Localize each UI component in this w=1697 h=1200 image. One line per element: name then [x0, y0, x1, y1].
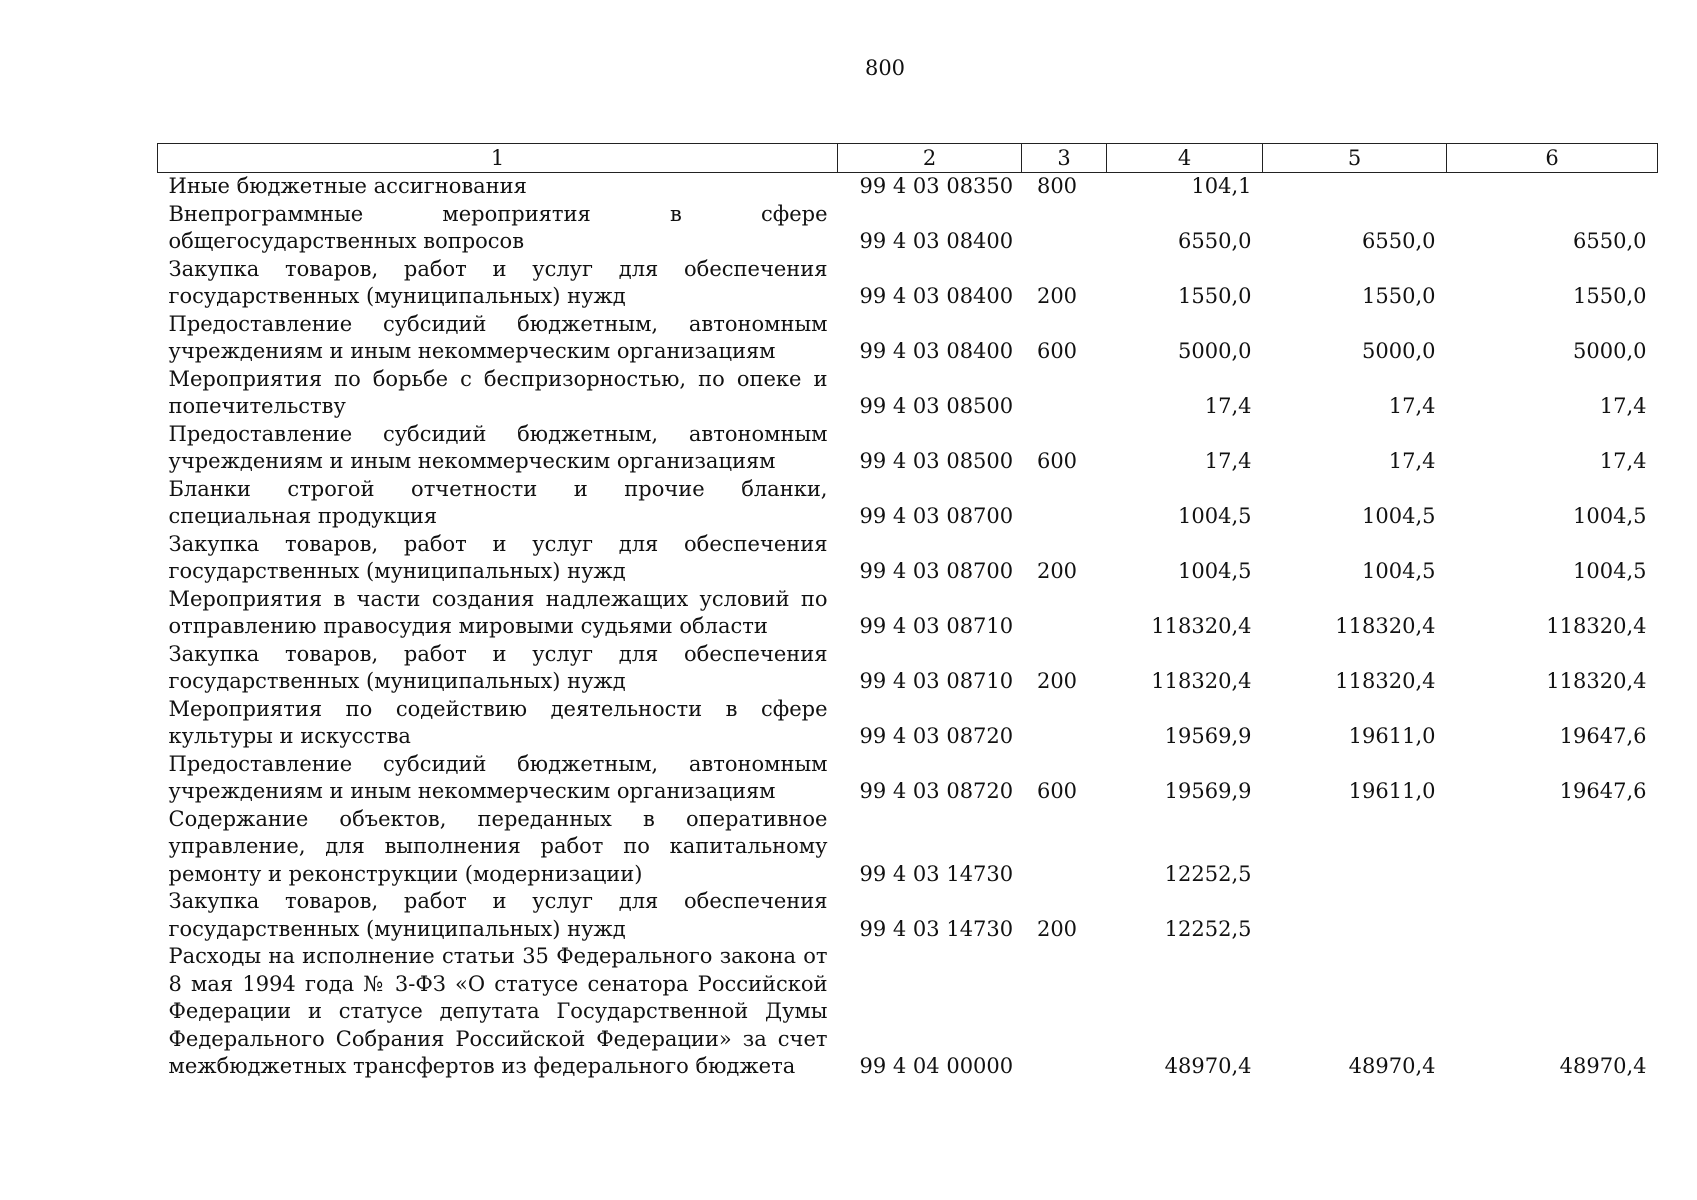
row-type-cell [1022, 943, 1107, 1081]
row-value-4-cell: 1004,5 [1178, 559, 1252, 583]
row-type-cell [1022, 476, 1107, 531]
table-row [158, 201, 1658, 256]
table-row [158, 256, 1658, 311]
column-header-2: 2 [838, 144, 1022, 173]
row-code-cell: 99 4 03 08350 [859, 174, 1014, 198]
row-value-6-cell: 118320,4 [1546, 669, 1647, 693]
column-header-5: 5 [1263, 144, 1447, 173]
table-row [158, 476, 1658, 531]
row-code-cell: 99 4 03 14730 [859, 916, 1014, 941]
row-value-6-cell: 19647,6 [1559, 779, 1647, 803]
row-value-5-cell: 6550,0 [1362, 229, 1436, 253]
table-row [158, 173, 1658, 201]
row-value-6-cell [1447, 806, 1658, 889]
table-row [158, 421, 1658, 476]
row-type-cell: 800 [1036, 174, 1078, 198]
row-type-cell: 200 [1036, 284, 1078, 308]
row-name-cell: Закупка товаров, работ и услуг для обеспечения государственных (муниципальных) нужд [168, 889, 828, 941]
row-value-6-cell: 17,4 [1599, 394, 1647, 418]
row-code-cell: 99 4 03 08720 [859, 724, 1014, 748]
row-value-6-cell: 1004,5 [1573, 559, 1647, 583]
row-value-6-cell [1447, 888, 1658, 943]
row-code-cell: 99 4 03 08500 [859, 449, 1014, 473]
table-row [158, 888, 1658, 943]
row-type-cell [1022, 201, 1107, 256]
row-name-cell: Закупка товаров, работ и услуг для обеспечения государственных (муниципальных) нужд [168, 256, 828, 308]
table-row [158, 311, 1658, 366]
page-number: 800 [864, 56, 906, 80]
row-value-5-cell: 17,4 [1388, 449, 1436, 473]
row-name-cell: Закупка товаров, работ и услуг для обеспечения государственных (муниципальных) нужд [168, 641, 828, 693]
row-value-4-cell: 17,4 [1204, 449, 1252, 473]
row-code-cell: 99 4 03 14730 [859, 861, 1014, 886]
table-row [158, 641, 1658, 696]
row-value-5-cell [1263, 173, 1447, 201]
row-name-cell: Закупка товаров, работ и услуг для обеспечения государственных (муниципальных) нужд [168, 531, 828, 583]
row-type-cell: 600 [1036, 779, 1078, 803]
row-value-4-cell: 17,4 [1204, 394, 1252, 418]
row-code-cell: 99 4 03 08700 [859, 559, 1014, 583]
row-name-cell: Предоставление субсидий бюджетным, автономным учреждениям и иным некоммерческим организациям [168, 421, 828, 473]
row-value-4-cell: 118320,4 [1151, 614, 1252, 638]
row-type-cell: 200 [1036, 669, 1078, 693]
header-row [158, 144, 1658, 173]
column-header-6: 6 [1447, 144, 1658, 173]
row-value-5-cell: 5000,0 [1362, 339, 1436, 363]
row-value-4-cell: 48970,4 [1164, 1054, 1252, 1078]
row-value-5-cell: 1004,5 [1362, 504, 1436, 528]
row-value-5-cell: 118320,4 [1335, 614, 1436, 638]
row-code-cell: 99 4 03 08700 [859, 504, 1014, 528]
row-name-cell: Расходы на исполнение статьи 35 Федерального закона от 8 мая 1994 года № 3-ФЗ «О статусе сенатора Российской Федерации и статусе депутата Государственной Думы Федерального Собрания Российской Федерации» за счет межбюджетных трансфертов из федерального бюджета [168, 944, 828, 1078]
table-body [158, 173, 1658, 1081]
row-type-cell: 200 [1036, 916, 1078, 941]
row-value-6-cell: 1004,5 [1573, 504, 1647, 528]
row-name-cell: Содержание объектов, переданных в оперативное управление, для выполнения работ по капитальному ремонту и реконструкции (модернизации) [168, 806, 828, 886]
row-name-cell: Мероприятия по содействию деятельности в сфере культуры и искусства [168, 696, 828, 748]
row-name-cell: Предоставление субсидий бюджетным, автономным учреждениям и иным некоммерческим организациям [168, 311, 828, 363]
row-type-cell: 200 [1036, 559, 1078, 583]
table-row [158, 586, 1658, 641]
row-value-5-cell: 1004,5 [1362, 559, 1436, 583]
column-header-1: 1 [158, 144, 838, 173]
row-type-cell [1022, 366, 1107, 421]
row-code-cell: 99 4 03 08710 [859, 669, 1014, 693]
row-value-6-cell: 1550,0 [1573, 284, 1647, 308]
row-code-cell: 99 4 03 08400 [859, 284, 1014, 308]
row-value-4-cell: 104,1 [1191, 174, 1252, 198]
row-code-cell: 99 4 03 08710 [859, 614, 1014, 638]
row-value-4-cell: 6550,0 [1178, 229, 1252, 253]
row-value-4-cell: 12252,5 [1164, 861, 1252, 886]
table-row [158, 943, 1658, 1081]
row-value-4-cell: 1004,5 [1178, 504, 1252, 528]
table-row [158, 751, 1658, 806]
row-type-cell [1022, 586, 1107, 641]
row-value-5-cell: 19611,0 [1348, 779, 1436, 803]
row-value-5-cell [1263, 888, 1447, 943]
budget-table [157, 143, 1658, 1081]
row-value-5-cell: 17,4 [1388, 394, 1436, 418]
row-name-cell: Бланки строгой отчетности и прочие бланки, специальная продукция [168, 476, 828, 528]
row-name-cell: Мероприятия по борьбе с беспризорностью, по опеке и попечительству [168, 366, 828, 418]
row-value-6-cell [1447, 173, 1658, 201]
row-type-cell [1022, 806, 1107, 889]
row-code-cell: 99 4 03 08400 [859, 339, 1014, 363]
row-name-cell: Внепрограммные мероприятия в сфере общегосударственных вопросов [168, 201, 828, 253]
row-code-cell: 99 4 03 08500 [859, 394, 1014, 418]
row-name-cell: Предоставление субсидий бюджетным, автономным учреждениям и иным некоммерческим организациям [168, 751, 828, 803]
row-value-4-cell: 1550,0 [1178, 284, 1252, 308]
row-code-cell: 99 4 03 08400 [859, 229, 1014, 253]
row-value-6-cell: 17,4 [1599, 449, 1647, 473]
row-name-cell: Иные бюджетные ассигнования [168, 174, 527, 198]
row-type-cell: 600 [1036, 449, 1078, 473]
table-row [158, 531, 1658, 586]
table-row [158, 806, 1658, 889]
row-value-4-cell: 19569,9 [1164, 724, 1252, 748]
row-type-cell [1022, 696, 1107, 751]
row-value-6-cell: 118320,4 [1546, 614, 1647, 638]
row-value-5-cell: 19611,0 [1348, 724, 1436, 748]
row-value-6-cell: 5000,0 [1573, 339, 1647, 363]
row-value-5-cell: 1550,0 [1362, 284, 1436, 308]
row-value-4-cell: 12252,5 [1164, 916, 1252, 941]
column-header-4: 4 [1107, 144, 1263, 173]
row-value-4-cell: 5000,0 [1178, 339, 1252, 363]
row-value-5-cell: 118320,4 [1335, 669, 1436, 693]
table-row [158, 366, 1658, 421]
row-name-cell: Мероприятия в части создания надлежащих условий по отправлению правосудия мировыми судьями области [168, 586, 828, 638]
table-row [158, 696, 1658, 751]
row-code-cell: 99 4 04 00000 [859, 1054, 1014, 1078]
row-value-6-cell: 48970,4 [1559, 1054, 1647, 1078]
row-value-4-cell: 118320,4 [1151, 669, 1252, 693]
row-value-6-cell: 6550,0 [1573, 229, 1647, 253]
row-value-4-cell: 19569,9 [1164, 779, 1252, 803]
row-value-5-cell: 48970,4 [1348, 1054, 1436, 1078]
row-type-cell: 600 [1036, 339, 1078, 363]
row-value-5-cell [1263, 806, 1447, 889]
row-code-cell: 99 4 03 08720 [859, 779, 1014, 803]
column-header-3: 3 [1022, 144, 1107, 173]
row-value-6-cell: 19647,6 [1559, 724, 1647, 748]
